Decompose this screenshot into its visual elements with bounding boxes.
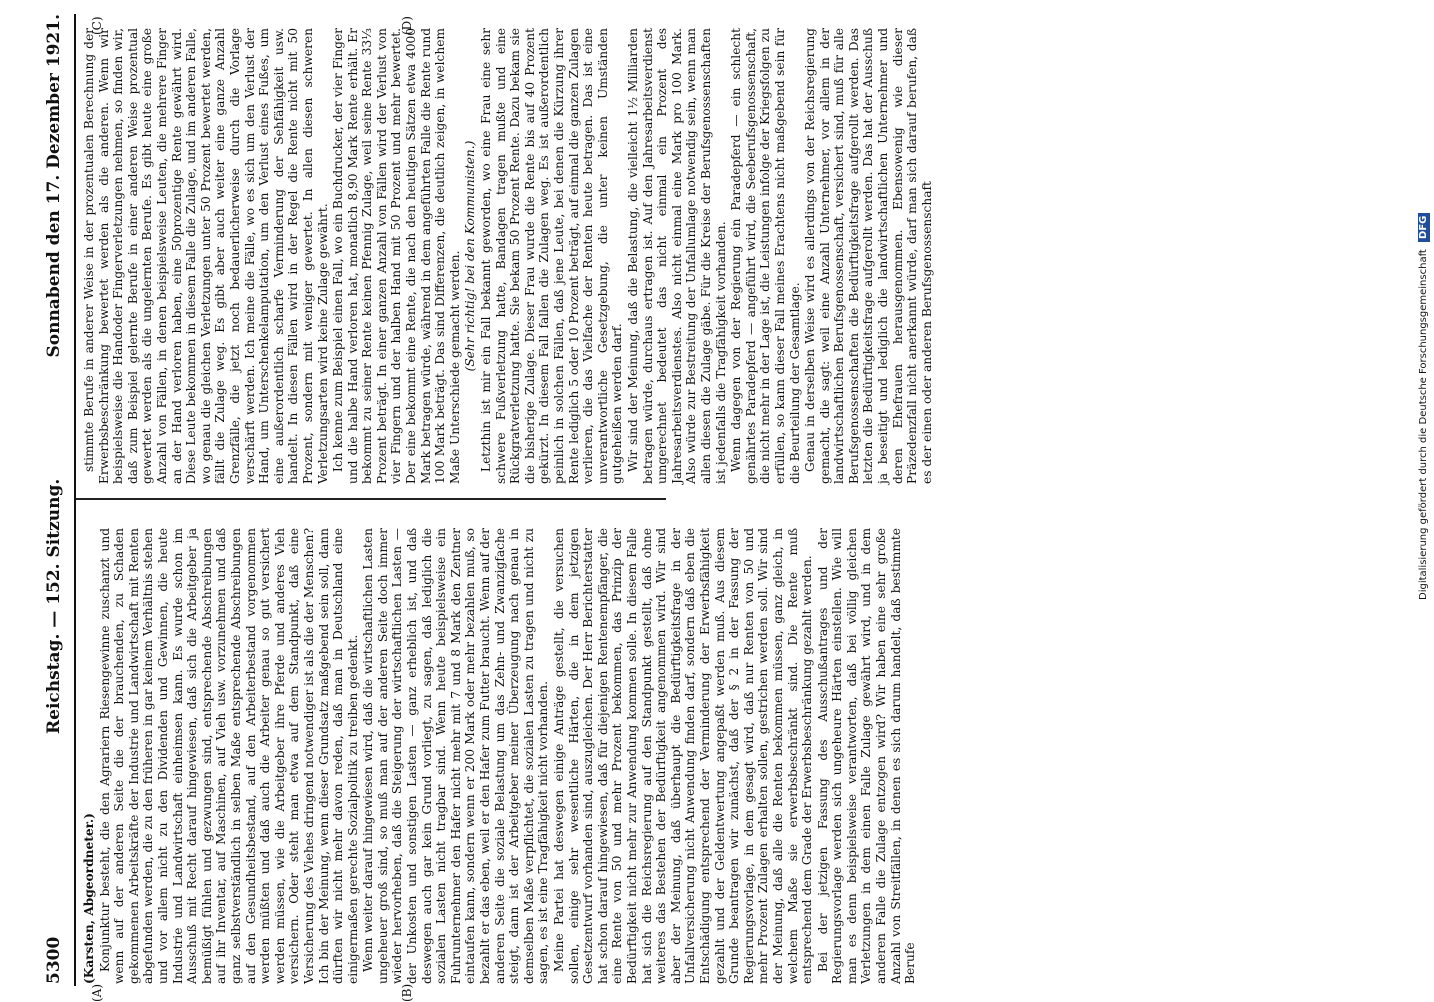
dfg-logo: DFG: [1418, 213, 1430, 242]
right-column: [82, 28, 934, 484]
margin-mark-d: (D): [400, 16, 414, 35]
right-column-paragraph: Wenn dagegen von der Regierung ein Paradepferd — ein schlecht genährtes Paradepferd — angeführt wird, die Seeberufsgenossenschaft, die nicht mehr in der Lage ist, die Leistungen infolge der Kriegsfolgen zu erfüllen, so kann dieser Fall meines Erachtens nicht maßgebend sein für die Beurteilung der Gesamtlage.: [729, 28, 802, 484]
right-column-paragraph: Letzthin ist mir ein Fall bekannt geworden, wo eine Frau eine sehr schwere Fußverletzung hatte, Bandagen tragen mußte und eine Rückgratverletzung hatte. Sie bekam 50 Prozent Rente. Dazu bekam sie die bisherige Zulage. Dieser Frau wurde die Rente bis auf 40 Prozent gekürzt. In diesem Fall fallen die Zulagen weg. Es ist außerordentlich peinlich in solchen Fällen, daß jene Leute, bei denen die Kürzung ihrer Rente lediglich 5 oder 10 Prozent beträgt, auf einmal die ganzen Zulagen verlieren, die das Vielfache der Renten heute betragen. Das ist eine unverantwortliche Gesetzgebung, die unter keinen Umständen gutgeheißen werden darf.: [479, 28, 625, 484]
right-column-paragraph: Ich kenne zum Beispiel einen Fall, wo ein Buchdrucker, der vier Finger und die halbe Hand verloren hat, monatlich 8,90 Mark Rente erhält. Er bekommt zu seiner Rente keinen Pfennig Zulage, weil seine Rente 33⅓ Prozent beträgt. In einer ganzen Anzahl von Fällen wird der Verlust von vier Fingern und der halben Hand mit 50 Prozent und mehr bewertet. Der eine bekommt eine Rente, die nach den heutigen Sätzen etwa 4000 Mark betragen würde, während in dem angeführten Falle die Rente rund 100 Mark beträgt. Das sind Differenzen, die deutlich zeigen, in welchem Maße Unterschiede gemacht werden.: [331, 28, 462, 484]
margin-mark-c: (C): [90, 16, 104, 35]
digitization-credit: [1418, 40, 1430, 600]
left-column-paragraph: Meine Partei hat deswegen einige Anträge gestellt, die versuchen sollen, einige sehr wesentliche Härten, die in dem jetzigen Gesetzentwurf vorhanden sind, auszugleichen. Der Herr Berichterstatter hat schon darauf hingewiesen, daß für diejenigen Rentenempfänger, die eine Rente von 50 und mehr Prozent bekommen, das Prinzip der Bedürftigkeit nicht mehr zur Anwendung kommen solle. In diesem Falle hat sich die Reichsregierung auf den Standpunkt gestellt, daß ohne weiteres das Bestehen der Bedürftigkeit angenommen wird. Wir sind aber der Meinung, daß überhaupt die Bedürftigkeitsfrage in der Unfallversicherung nicht Anwendung finden darf, sondern daß eben die Entschädigung entsprechend der Verminderung der Erwerbsfähigkeit gezahlt und der Geldentwertung angepaßt werden muß. Aus diesem Grunde beantragen wir zunächst, daß der § 2 in der Fassung der Regierungsvorlage, in dem gesagt wird, daß nur Renten von 50 und mehr Prozent Zulagen erhalten sollen, gestrichen werden soll. Wir sind der Meinung, daß alle die Renten bekommen müssen, ganz gleich, in welchem Maße sie erwerbsbeschränkt sind. Die Rente muß entsprechend dem Grade der Erwerbsbeschränkung gezahlt werden.: [552, 528, 815, 984]
left-column-paragraph: Konjunktur besteht, die den Agrariern Riesengewinne zuschanzt und wenn auf der anderen Seite die der brauchenden, zu Schaden gekommenen Arbeitskräfte der Industrie und Landwirtschaft mit Renten abgefunden werden, die zu den früheren in gar keinem Verhältnis stehen und vor allem nicht zu den Dividenden und Gewinnen, die heute Industrie und Landwirtschaft einheimsen kann. Es wurde schon im Ausschuß mit Recht darauf hingewiesen, daß sich die Arbeitgeber ja bemüßigt fühlen und gezwungen sind, entsprechende Abschreibungen auf ihr Inventar, auf Maschinen, auf Vieh usw. vorzunehmen und daß ganz selbstverständlich in selben Maße entsprechende Abschreibungen auf den Gesundheitsbestand, auf den Arbeiterbestand vorgenommen werden müßten und daß auch die Arbeiter genau so gut versichert werden müssen, wie die Arbeitgeber ihre Pferde und anderes Vieh versichern. Oder steht man etwa auf dem Standpunkt, daß eine Versicherung des Viehes dringend notwendiger ist als die der Menschen? Ich bin der Meinung, wenn dieser Grundsatz maßgebend sein soll, dann dürften wir nicht mehr davon reden, daß man in Deutschland eine einigermaßen gerechte Sozialpolitik zu treiben gedenkt.: [97, 528, 360, 984]
left-column-paragraph: (Karsten, Abgeordneter.): [82, 813, 96, 984]
page-number: 5300: [44, 936, 64, 984]
running-head: [44, 14, 70, 984]
right-column-paragraph: Wir sind der Meinung, daß die Belastung, die vielleicht 1½ Milliarden betragen würde, durchaus ertragen ist. Auf den Jahresarbeitsverdienst umgerechnet bedeutet das nicht einmal ein Prozent des Jahresarbeitsverdienstes. Also nicht einmal eine Mark pro 100 Mark. Also würde zur Bestreitung der Unfallumlage notwendig sein, wenn man allen diesen die Zulage gäbe. Für die Kreise der Berufsgenossenschaften ist jedenfalls die Tragfähigkeit vorhanden.: [625, 28, 728, 484]
header-rule: [74, 14, 76, 986]
left-column-paragraph: Bei der jetzigen Fassung des Ausschußantrages und der Regierungsvorlage werden sich ungeheure Härten einstellen. Wie will man es denn beispielsweise verantworten, daß bei völlig gleichen Verletzungen in dem einen Falle Zulage gewährt wird, und in dem anderen Falle die Zulage entzogen wird? Wir haben eine sehr große Anzahl von Streitfällen, in denen es sich darum handelt, daß bestimmte Berufe: [815, 528, 918, 984]
left-column-paragraph: Wenn weiter darauf hingewiesen wird, daß die wirtschaftlichen Lasten ungeheuer groß sind, so muß man auf der anderen Seite doch immer wieder hervorheben, daß die Steigerung der wirtschaftlichen Lasten — der Unkosten und sonstigen Lasten — ganz erheblich ist, und daß deswegen auch gar kein Grund vorliegt, zu sagen, daß lediglich die sozialen Lasten nicht tragbar sind. Wenn heute beispielsweise ein Fuhrunternehmer den Hafer nicht mehr mit 7 und 8 Mark den Zentner eintaufen kann, sondern wenn er 200 Mark oder mehr bezahlen muß, so bezahlt er das eben, weil er den Hafer zum Futter braucht. Wenn auf der anderen Seite die soziale Belastung um das Zehn- und Zwanzigfache steigt, dann ist der Arbeitgeber meiner Überzeugung nach genau in demselben Maße verpflichtet, die sozialen Lasten zu tragen und nicht zu sagen, es ist eine Tragfähigkeit nicht vorhanden.: [361, 528, 551, 984]
right-column-paragraph: stimmte Berufe in anderer Weise in der prozentualen Berechnung der Erwerbsbeschränkung bewertet werden als die anderen. Wenn wir beispielsweise die Handoder Fingerverletzungen nehmen, so finden wir, daß zum Beispiel gelernte Berufe in einer anderen Weise prozentual gewertet werden als die ungelernten Berufe. Es gibt heute eine große Anzahl von Fällen, in denen beispielsweise Leuten, die mehrere Finger an der Hand verloren haben, eine 50prozentige Rente gewährt wird. Diese Leute bekommen in diesem Falle die Zulage, und im anderen Falle, wo genau die gleichen Verletzungen unter 50 Prozent bewertet werden, fällt die Zulage weg. Es gibt aber auch weiter eine ganze Anzahl Grenzfälle, die jetzt noch bedauerlicherweise durch die Vorlage verschärft werden. Ich meine die Fälle, wo es sich um den Verlust der Hand, um Unterschenkelamputation, um den Verlust eines Fußes, um eine außerordentlich scharfe Verminderung der Sehfähigkeit usw. handelt. In diesen Fällen wird in der Regel die Rente nicht mit 50 Prozent, sondern mit weniger gewertet. In allen diesen schweren Verletzungsarten wird keine Zulage gewährt.: [82, 28, 330, 484]
session-title: Reichstag. — 152. Sitzung.: [44, 478, 64, 734]
right-column-paragraph: (Sehr richtig! bei den Kommunisten.): [463, 140, 478, 372]
left-column: [82, 528, 918, 984]
digitization-sidebar: [1418, 40, 1430, 600]
credit-text: Digitalisierung gefördert durch die Deutsche Forschungsgemeinschaft: [1418, 249, 1429, 600]
margin-mark-a: (A): [90, 983, 104, 1002]
right-column-paragraph: Genau in derselben Weise wird es allerdings von der Reichsregierung gemacht, die sagt: weil eine Anzahl Unternehmer, vor allem in der landwirtschaftlichen Berufsgenossenschaft, versichert sind, muß für alle Berufsgenossenschaften die Bedürftigkeitsfrage aufgerollt werden. Das letzten die Bedürftigkeitsfrage aufgerollt werden. Das hat der Ausschuß ja beseitigt und lediglich die landwirtschaftlichen Unternehmer und deren Ehefrauen herausgenommen. Ebensowenig wie dieser Präzedenzfall nicht anerkannt würde, darf man sich darauf berufen, daß es der einen oder anderen Berufsgenossenschaft: [803, 28, 934, 484]
margin-mark-b: (B): [400, 983, 414, 1002]
session-date: Sonnabend den 17. Dezember 1921.: [44, 14, 64, 358]
column-divider: [76, 498, 666, 500]
